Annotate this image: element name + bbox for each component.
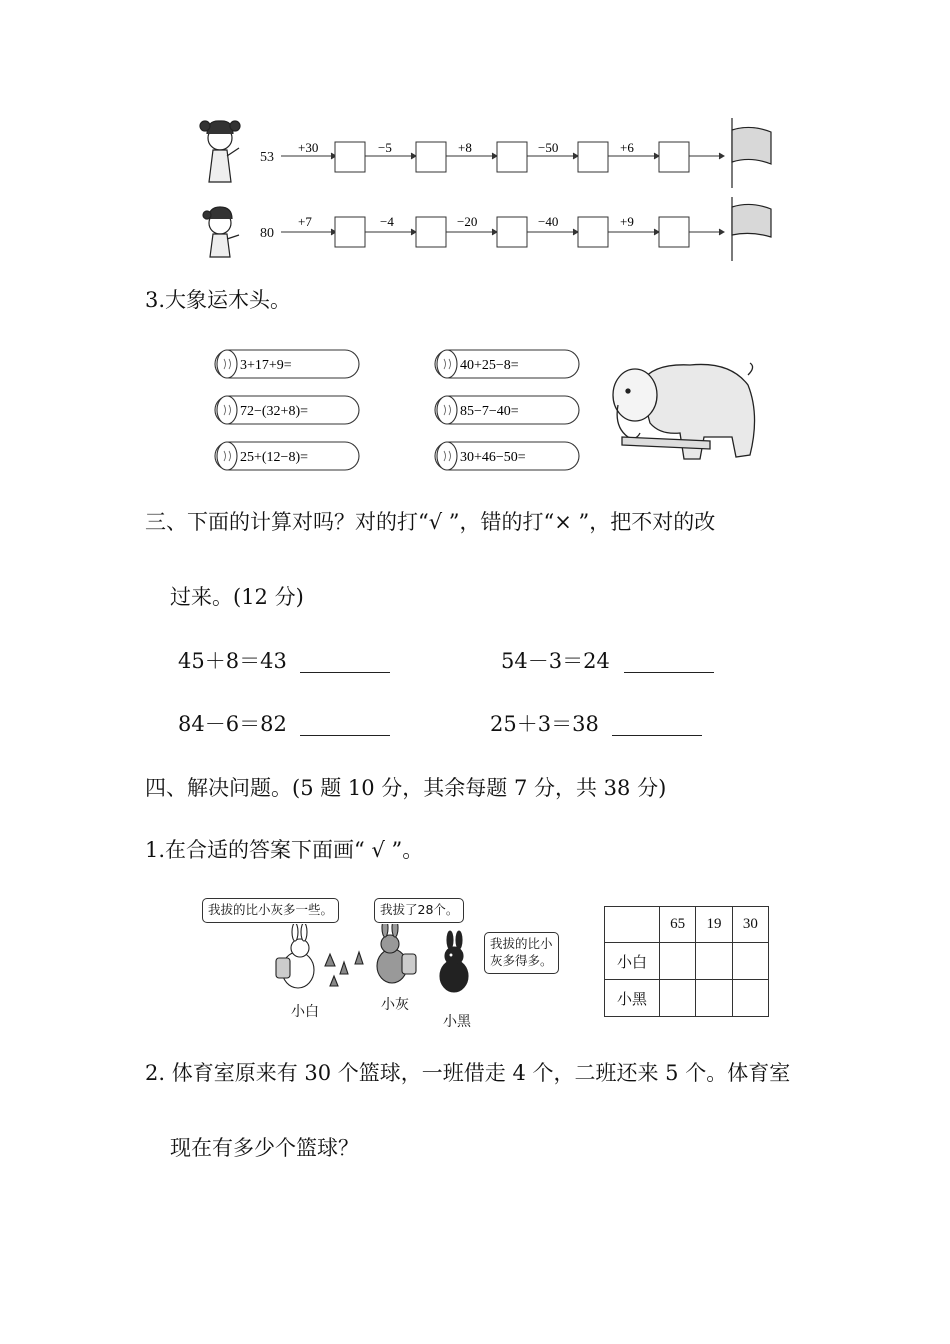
chain-1-start: 53: [260, 150, 274, 165]
chain-2-start: 80: [260, 226, 274, 241]
girl-1-icon: [200, 121, 240, 182]
flag-icon: [732, 118, 771, 188]
check-equation: 25＋3＝38: [490, 712, 599, 736]
rabbit-name-xiaohui: 小灰: [381, 998, 409, 1013]
answer-box[interactable]: [497, 217, 527, 247]
question-2-line-1: 2. 体育室原来有 30 个篮球，一班借走 4 个，二班还来 5 个。体育室: [145, 1061, 791, 1085]
rabbits-illustration: [270, 924, 480, 1004]
answer-table: [604, 906, 769, 1017]
answer-box[interactable]: [659, 217, 689, 247]
log-end: [437, 442, 457, 470]
chain-1-op: +8: [458, 140, 472, 155]
table-header-cell: 19: [696, 907, 732, 943]
answer-box[interactable]: [578, 142, 608, 172]
answer-box[interactable]: [416, 142, 446, 172]
part-3-heading-line-2: 过来。(12 分): [170, 585, 304, 609]
chain-1-diagram: [195, 112, 785, 192]
part-4-heading: 四、解决问题。(5 题 10 分，其余每题 7 分，共 38 分): [145, 776, 667, 800]
question-2-line-2: 现在有多少个篮球？: [170, 1136, 359, 1160]
check-equation: 45＋8＝43: [178, 649, 287, 673]
table-row-label: 小黑: [605, 980, 660, 1017]
chain-2-op: +7: [298, 214, 312, 229]
log-expression: 3+17+9=: [240, 358, 292, 373]
log-expression: 30+46−50=: [460, 450, 526, 465]
chain-2-diagram: [195, 195, 785, 265]
table-header-cell: [605, 907, 660, 943]
answer-box[interactable]: [659, 142, 689, 172]
check-item: [501, 651, 610, 672]
chain-1-op: −50: [538, 140, 559, 155]
rabbit-name-xiaohei: 小黑: [443, 1015, 471, 1030]
girl-2-icon: [203, 207, 239, 257]
speech-bubble-xiaohui: 我拔了28个。: [374, 898, 464, 923]
section-3-title: 3.大象运木头。: [145, 288, 292, 312]
elephant-icon: [613, 363, 755, 459]
answer-blank[interactable]: [300, 654, 390, 677]
log-expression: 25+(12−8)=: [240, 450, 309, 465]
log-end: [217, 350, 237, 378]
table-row-label: 小白: [605, 943, 660, 980]
rabbit-xiaohei-icon: [440, 931, 468, 992]
log-end: [437, 350, 457, 378]
check-item: [178, 651, 287, 672]
answer-blank[interactable]: [612, 717, 702, 740]
log-expression: 40+25−8=: [460, 358, 519, 373]
check-item: [490, 714, 599, 735]
table-row: [605, 980, 769, 1017]
table-row: [605, 943, 769, 980]
table-header-cell: 30: [732, 907, 768, 943]
question-1-text: 1.在合适的答案下面画“ √ ”。: [145, 838, 424, 862]
answer-blank[interactable]: [300, 717, 390, 740]
rabbit-xiaohui-icon: [377, 924, 416, 983]
table-answer-cell[interactable]: [696, 943, 732, 980]
answer-box[interactable]: [335, 217, 365, 247]
rabbit-xiaobai-icon: [276, 924, 314, 988]
answer-box[interactable]: [416, 217, 446, 247]
table-answer-cell[interactable]: [696, 980, 732, 1017]
chain-2-op: −40: [538, 214, 559, 229]
chain-2-op: +9: [620, 214, 634, 229]
table-answer-cell[interactable]: [732, 943, 768, 980]
answer-box[interactable]: [497, 142, 527, 172]
chain-1-op: +6: [620, 140, 634, 155]
part-3-heading-line-1: 三、下面的计算对吗？对的打“√ ”，错的打“× ”，把不对的改: [145, 510, 716, 534]
chain-1-op: +30: [298, 140, 319, 155]
answer-box[interactable]: [335, 142, 365, 172]
speech-bubble-xiaobai: 我拔的比小灰多一些。: [202, 898, 339, 923]
chain-1-op: −5: [378, 140, 392, 155]
bubble-line: 我拔的比小: [490, 936, 553, 951]
bubble-line: 灰多得多。: [490, 952, 553, 968]
log-expression: 85−7−40=: [460, 404, 519, 419]
table-header-cell: 65: [660, 907, 696, 943]
answer-blank[interactable]: [624, 654, 714, 677]
chain-2-op: −20: [457, 214, 478, 229]
table-answer-cell[interactable]: [732, 980, 768, 1017]
logs-diagram: [210, 345, 770, 475]
table-answer-cell[interactable]: [660, 943, 696, 980]
carrots-icon: [325, 952, 363, 986]
flag-icon: [732, 197, 771, 261]
table-answer-cell[interactable]: [660, 980, 696, 1017]
check-equation: 54－3＝24: [501, 649, 610, 673]
chain-2-op: −4: [380, 214, 394, 229]
log-end: [217, 442, 237, 470]
speech-bubble-xiaohei: [484, 932, 559, 974]
check-equation: 84－6＝82: [178, 712, 287, 736]
log-end: [437, 396, 457, 424]
check-item: [178, 714, 287, 735]
log-end: [217, 396, 237, 424]
answer-box[interactable]: [578, 217, 608, 247]
log-expression: 72−(32+8)=: [240, 404, 309, 419]
rabbit-name-xiaobai: 小白: [291, 1005, 319, 1020]
